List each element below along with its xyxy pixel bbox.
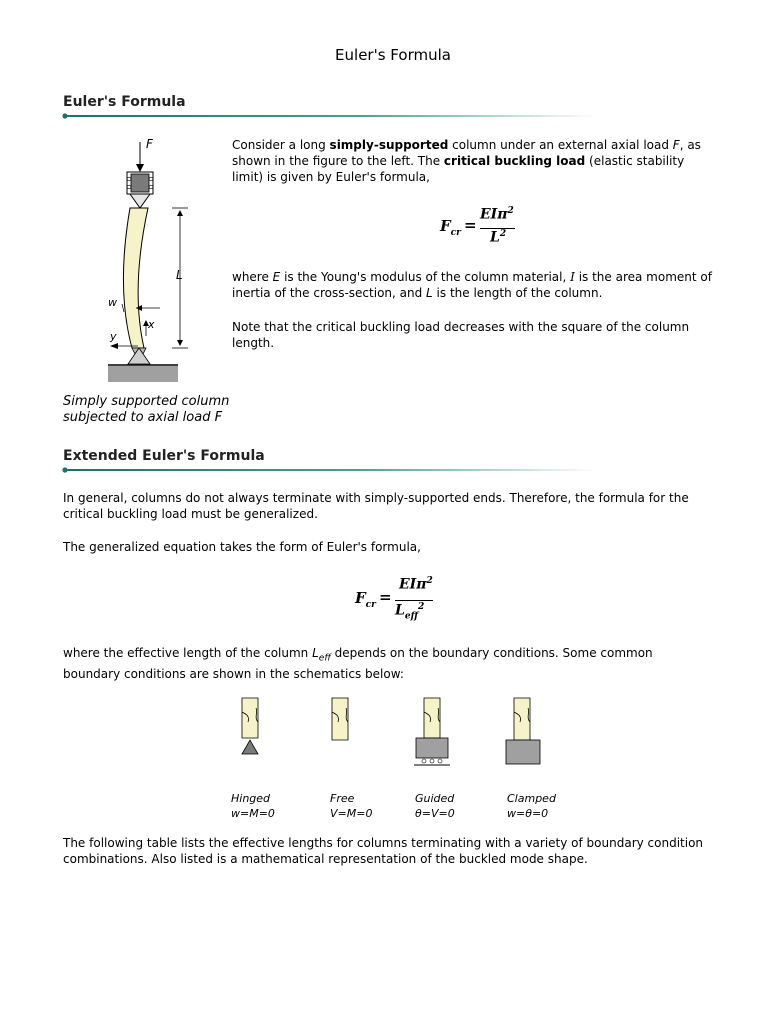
generalization-paragraph: In general, columns do not always terminate with simply-supported ends. Therefore, the formula for the critical buckling load must be generalized. xyxy=(63,491,689,521)
text-run: depends on the boundary conditions. Some common boundary conditions are shown in the schematics below: xyxy=(63,646,653,682)
hinged-schematic-icon xyxy=(242,698,258,754)
extended-euler-formula xyxy=(355,576,495,628)
bc-condition: V=M=0 xyxy=(330,807,373,820)
generalized-equation-paragraph: The generalized equation takes the form of Euler's formula, xyxy=(63,540,421,554)
bc-condition: w=M=0 xyxy=(231,807,275,820)
italic-symbol-L: L xyxy=(426,286,433,300)
bold-term-simply-supported: simply-supported xyxy=(329,138,449,152)
clamped-schematic-icon xyxy=(506,698,540,764)
section-heading-eulers-formula: Euler's Formula xyxy=(63,94,186,110)
section-divider xyxy=(62,466,597,474)
formula-numerator: EIπ$^2$ xyxy=(399,576,433,593)
column-figure xyxy=(100,134,220,386)
formula-denominator: $L^2$ xyxy=(490,229,507,246)
label-F: F xyxy=(146,137,153,151)
label-y: y xyxy=(110,330,117,343)
label-w: w xyxy=(108,296,117,309)
section-divider xyxy=(62,112,597,120)
text-run: is the area moment of inertia of the cross-section, and xyxy=(232,270,712,300)
bold-term-critical-buckling-load: critical buckling load xyxy=(443,154,586,168)
bottom-support-icon xyxy=(108,348,178,382)
bc-label-guided xyxy=(415,791,495,821)
formula-equals: = xyxy=(464,216,477,234)
load-arrow xyxy=(136,142,144,172)
label-x: x xyxy=(148,318,155,331)
bc-name: Guided xyxy=(415,792,455,805)
text-run: where xyxy=(232,270,273,284)
subscript-eff: eff xyxy=(318,653,331,664)
text-run: is the length of the column. xyxy=(432,286,603,300)
caption-line-2: subjected to axial load F xyxy=(63,410,223,425)
fraction-bar xyxy=(395,600,433,601)
formula-lhs: $F_{cr}$ xyxy=(440,217,461,238)
note-paragraph: Note that the critical buckling load decreases with the square of the column length. xyxy=(232,320,690,350)
text-run: where the effective length of the column xyxy=(63,646,313,660)
text-run: is the Young's modulus of the column material, xyxy=(280,270,571,284)
table-intro-paragraph: The following table lists the effective lengths for columns terminating with a variety of boundary condition combinations. Also listed is a mathematical representation of the buckled mode shape. xyxy=(63,836,704,866)
italic-symbol-E: E xyxy=(272,270,281,284)
column-body xyxy=(124,208,149,348)
label-L: L xyxy=(176,268,183,282)
caption-line-1: Simply supported column xyxy=(63,394,230,409)
italic-symbol-I: I xyxy=(570,270,575,284)
formula-numerator: EIπ$^2$ xyxy=(480,206,514,223)
effective-length-paragraph xyxy=(63,645,713,682)
bc-condition: w=θ=0 xyxy=(507,807,549,820)
italic-symbol-L: L xyxy=(312,646,319,660)
text-run: column under an external axial load xyxy=(448,138,673,152)
section-heading-extended-eulers-formula: Extended Euler's Formula xyxy=(63,448,265,464)
boundary-condition-schematics xyxy=(228,694,568,774)
guided-schematic-icon xyxy=(414,698,450,765)
bc-label-free xyxy=(330,791,410,821)
bc-label-hinged xyxy=(231,791,311,821)
bc-label-clamped xyxy=(507,791,587,821)
intro-paragraph xyxy=(232,137,718,185)
bc-name: Clamped xyxy=(507,792,556,805)
free-schematic-icon xyxy=(332,698,348,740)
top-support-icon xyxy=(127,172,153,208)
euler-formula xyxy=(440,206,560,254)
text-run: , as shown in the figure to the left. The xyxy=(232,138,701,168)
document-title: Euler's Formula xyxy=(335,46,451,64)
text-run: (elastic stability limit) is given by Euler's formula, xyxy=(232,154,685,184)
formula-denominator: $L_{eff}^2$ xyxy=(395,602,425,622)
bc-name: Hinged xyxy=(231,792,271,805)
formula-lhs: $F_{cr}$ xyxy=(355,589,376,610)
bc-condition: θ=V=0 xyxy=(415,807,455,820)
text-run: Consider a long xyxy=(232,138,330,152)
definitions-paragraph xyxy=(232,269,718,301)
figure-caption xyxy=(63,394,243,426)
formula-equals: = xyxy=(379,588,392,606)
italic-symbol-F: F xyxy=(672,138,680,152)
bc-name: Free xyxy=(330,792,355,805)
